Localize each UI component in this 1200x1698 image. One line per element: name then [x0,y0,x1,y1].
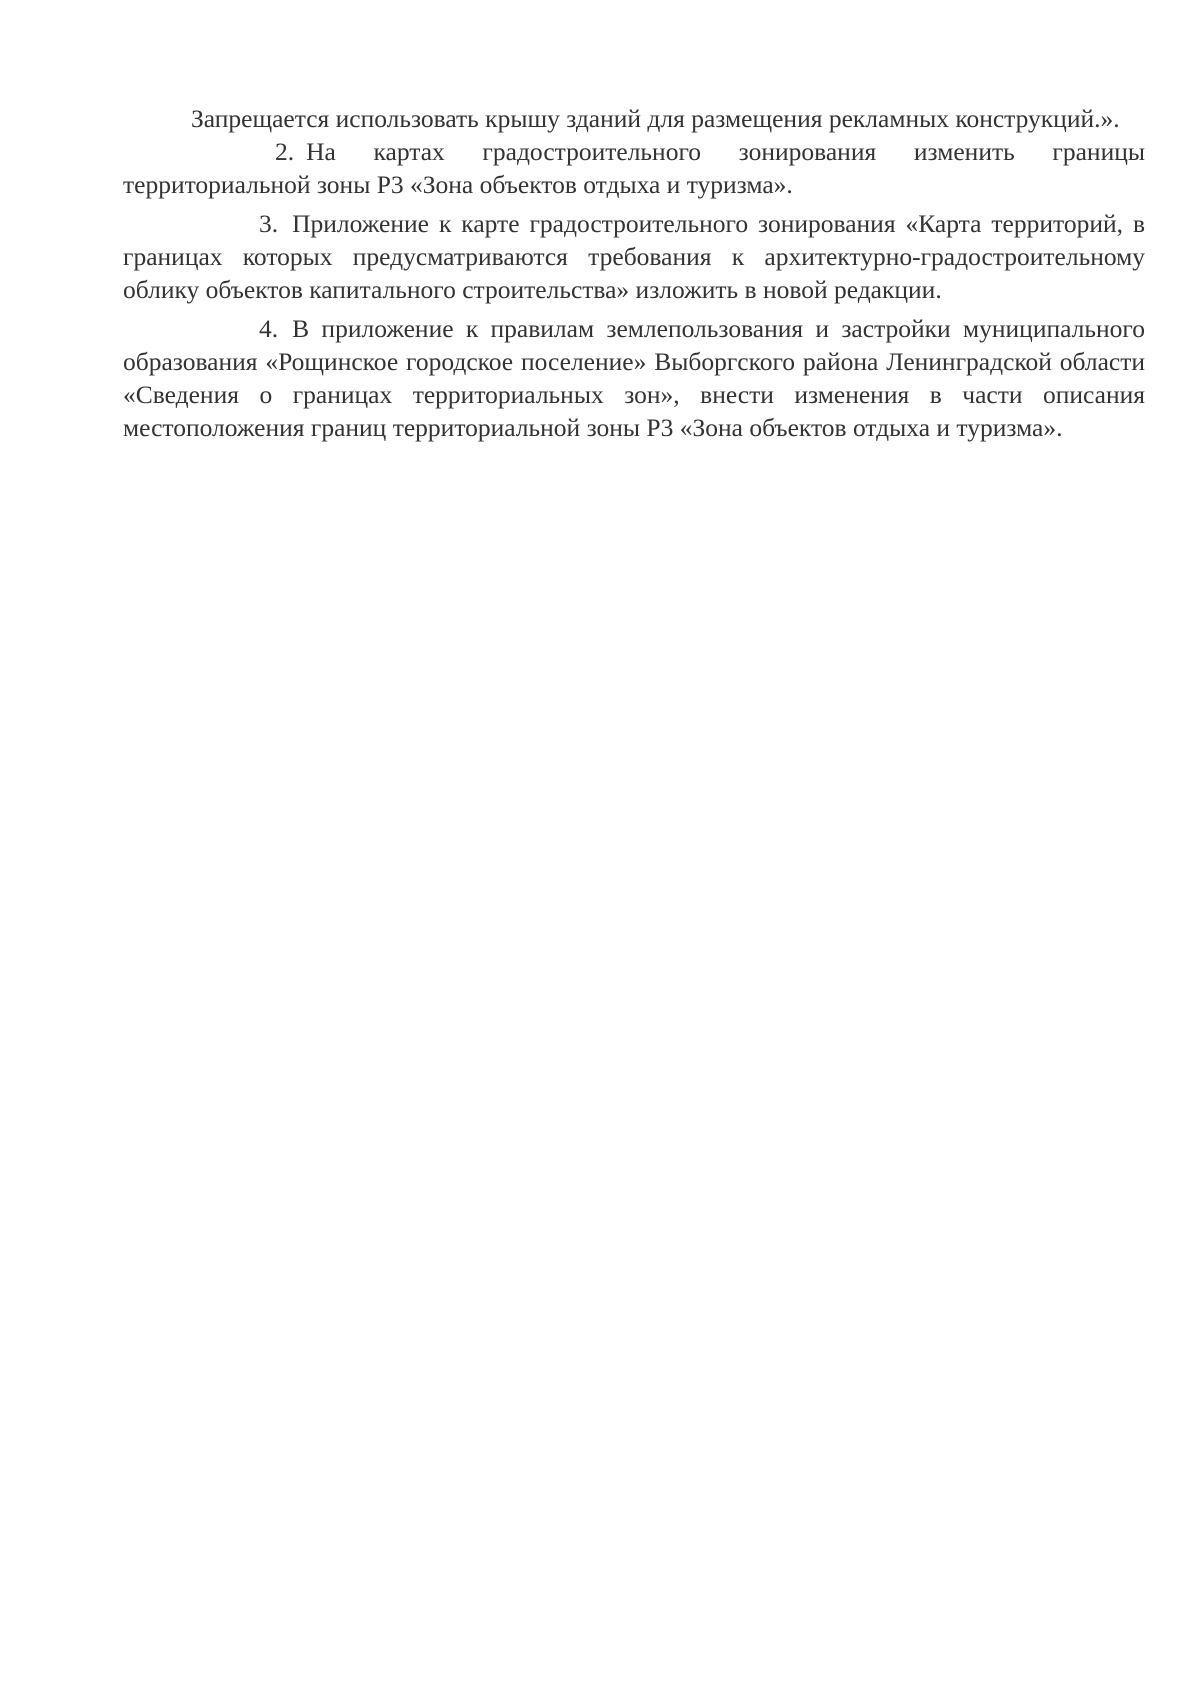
paragraph-text: В приложение к правилам землепользования и застройки муниципального образования «Рощинское городское поселение» Выборгского района Ленинградской области «Сведения о границах территориальных зон», внести изменения в части описания местоположения границ территориальной зоны Р3 «Зона объектов отдыха и туризма». [123,314,1145,442]
paragraph-text: Запрещается использовать крышу зданий для размещения рекламных конструкций.». [191,104,1120,133]
paragraph-item-3 [123,207,1145,306]
paragraph-item-2 [123,135,1145,201]
paragraph-continuation [123,102,1145,135]
item-number: 2. [275,137,295,166]
paragraph-item-4 [123,312,1145,444]
item-number: 4. [259,314,279,343]
document-body [123,102,1145,450]
paragraph-text: Приложение к карте градостроительного зонирования «Карта территорий, в границах которых предусматриваются требования к архитектурно-градостроительному облику объектов капитального строительства» изложить в новой редакции. [123,209,1145,304]
paragraph-text: На картах градостроительного зонирования изменить границы территориальной зоны Р3 «Зона объектов отдыха и туризма». [123,137,1145,199]
item-number: 3. [259,209,279,238]
